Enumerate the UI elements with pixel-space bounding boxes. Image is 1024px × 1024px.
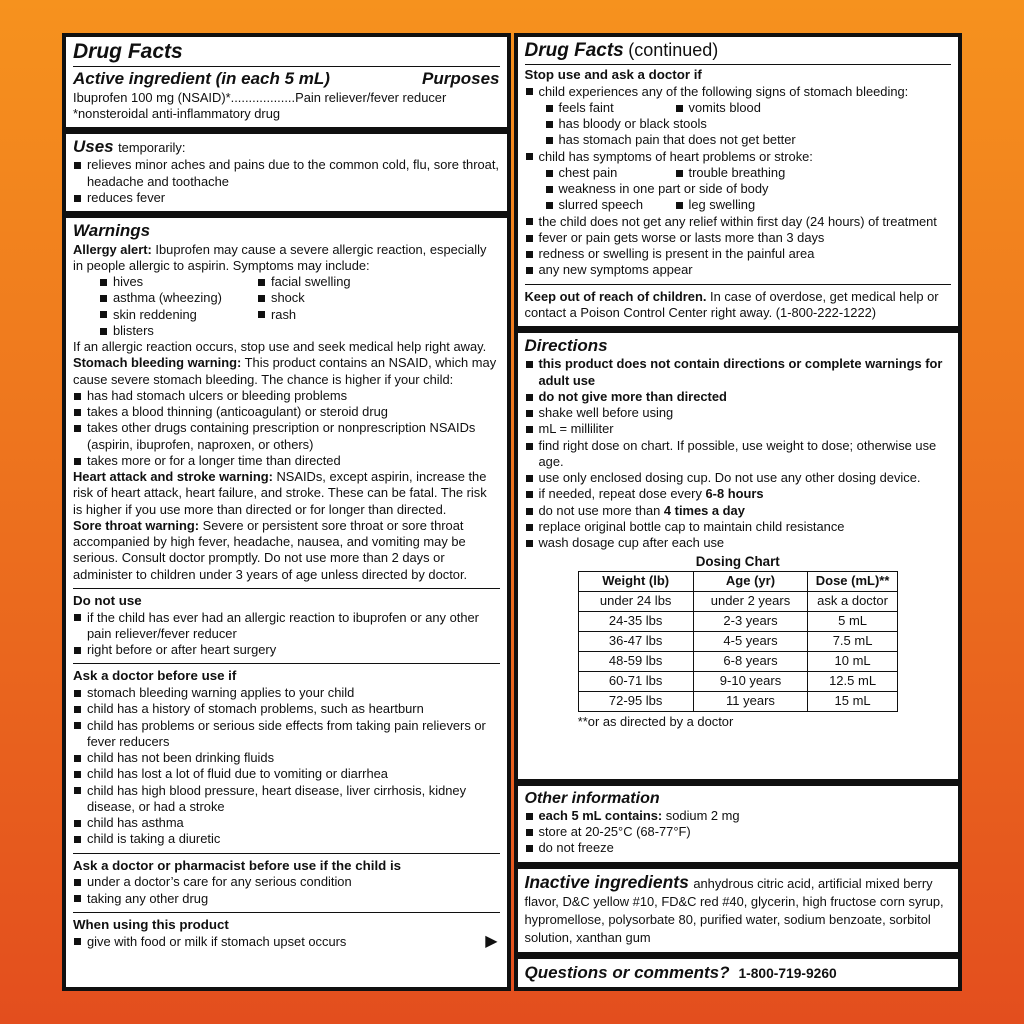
keep-out-of-reach-text: Keep out of reach of children. In case of overdose, get medical help or contact a Poison Control Center right away. (1-800-222-1222): [524, 288, 939, 320]
sign-item: has stomach pain that does not get better: [545, 132, 952, 148]
stomach-bullet: takes more or for a longer time than directed: [73, 453, 500, 469]
ask-doctor-bullet: child has asthma: [73, 815, 500, 831]
purposes-heading: Purposes: [422, 69, 500, 89]
when-using-row: [73, 934, 500, 950]
dosing-cell: 11 years: [693, 691, 808, 711]
panel-directions: [514, 329, 963, 783]
directions-bullet: mL = milliliter: [525, 421, 952, 437]
active-ingredient-header-row: [73, 69, 500, 89]
dosing-cell: 15 mL: [808, 691, 897, 711]
panel-uses: [62, 130, 511, 215]
ask-doctor-bullet: child has a history of stomach problems, such as heartburn: [73, 701, 500, 717]
continued-label: (continued): [628, 40, 719, 60]
stomach-bullet: has had stomach ulcers or bleeding problems: [73, 388, 500, 404]
ask-pharmacist-bullet: taking any other drug: [73, 891, 500, 907]
sign-item: has bloody or black stools: [545, 116, 952, 132]
continued-title-line: [525, 40, 952, 62]
dosing-cell: 7.5 mL: [808, 632, 897, 652]
divider: [73, 588, 500, 589]
stop-use-bullet: child has symptoms of heart problems or stroke:: [525, 149, 952, 165]
active-ingredient-heading: Active ingredient (in each 5 mL): [73, 69, 330, 89]
right-column: [514, 33, 963, 991]
dosing-cell: 2-3 years: [693, 612, 808, 632]
panel-active-ingredient: [62, 33, 511, 131]
uses-bullet: reduces fever: [73, 190, 500, 206]
dosing-cell: 6-8 years: [693, 652, 808, 672]
do-not-use-bullet: if the child has ever had an allergic reaction to ibuprofen or any other pain reliever/fever reducer: [73, 610, 500, 643]
divider: [525, 284, 952, 285]
ask-doctor-bullet: child has problems or serious side effects from taking pain relievers or fever reducers: [73, 718, 500, 751]
dosing-row: [578, 652, 897, 672]
other-info-bullet: each 5 mL contains: sodium 2 mg: [525, 808, 952, 824]
dosing-header-dose: Dose (mL)**: [808, 572, 897, 592]
stomach-bleeding-signs-grid: [545, 100, 952, 149]
ask-doctor-bullet: child has not been drinking fluids: [73, 750, 500, 766]
symptom-item: shock: [257, 290, 500, 306]
ask-pharmacist-heading: Ask a doctor or pharmacist before use if the child is: [73, 857, 402, 873]
dosing-header-weight: Weight (lb): [578, 572, 693, 592]
nsaid-footnote: *nonsteroidal anti-inflammatory drug: [73, 105, 281, 121]
directions-bullet: shake well before using: [525, 405, 952, 421]
directions-bullet: this product does not contain directions or complete warnings for adult use: [525, 356, 952, 389]
ingredient-line: Ibuprofen 100 mg (NSAID)*..................Pain reliever/fever reducer: [73, 89, 447, 105]
when-using-bullet: give with food or milk if stomach upset occurs: [73, 934, 479, 950]
uses-heading-line: [73, 137, 500, 157]
symptom-item: asthma (wheezing): [99, 290, 257, 306]
dosing-chart-title: Dosing Chart: [695, 554, 780, 570]
panel-other-information: [514, 782, 963, 866]
ask-doctor-bullet: child has lost a lot of fluid due to vomiting or diarrhea: [73, 766, 500, 782]
directions-bullet: replace original bottle cap to maintain child resistance: [525, 519, 952, 535]
directions-bullet: use only enclosed dosing cup. Do not use any other dosing device.: [525, 470, 952, 486]
sign-item: vomits blood: [675, 100, 952, 116]
questions-row: [525, 963, 952, 983]
other-info-bullet: do not freeze: [525, 840, 952, 856]
panel-inactive-ingredients: [514, 865, 963, 956]
dosing-cell: 10 mL: [808, 652, 897, 672]
dosing-cell: 72-95 lbs: [578, 691, 693, 711]
sign-item: feels faint: [545, 100, 675, 116]
heart-stroke-signs-grid: [545, 165, 952, 214]
other-information-title: Other information: [524, 789, 660, 807]
stop-use-bullet: the child does not get any relief within first day (24 hours) of treatment: [525, 214, 952, 230]
sign-item: weakness in one part or side of body: [545, 181, 952, 197]
symptom-item: facial swelling: [257, 274, 500, 290]
ask-doctor-bullet: child is taking a diuretic: [73, 831, 500, 847]
other-info-bullet: store at 20-25°C (68-77°F): [525, 824, 952, 840]
dosing-row: [578, 691, 897, 711]
panel-questions: [514, 955, 963, 991]
directions-bullet: find right dose on chart. If possible, use weight to dose; otherwise use age.: [525, 438, 952, 471]
when-using-heading: When using this product: [73, 916, 229, 932]
dosing-chart-footnote: **or as directed by a doctor: [577, 713, 734, 729]
sign-item: chest pain: [545, 165, 675, 181]
allergy-followup-text: If an allergic reaction occurs, stop use and seek medical help right away.: [73, 339, 487, 355]
stop-use-bullet: fever or pain gets worse or lasts more than 3 days: [525, 230, 952, 246]
do-not-use-heading: Do not use: [73, 592, 142, 608]
inactive-ingredients-text: anhydrous citric acid, artificial mixed berry flavor, D&C yellow #10, FD&C red #40, glycerin, high fructose corn syrup, hypromellose, polysorbate 80, purified water, sodium benzoate, sorbitol solution, xanthan gum: [524, 875, 944, 945]
dosing-cell: 36-47 lbs: [578, 632, 693, 652]
dosing-row: [578, 592, 897, 612]
dosing-row: [578, 612, 897, 632]
drug-facts-title: Drug Facts: [73, 40, 183, 63]
directions-bullet: if needed, repeat dose every 6-8 hours: [525, 486, 952, 502]
divider: [525, 64, 952, 65]
allergy-alert-text: Allergy alert: Ibuprofen may cause a severe allergic reaction, especially in people allergic to aspirin. Symptoms may include:: [73, 241, 487, 273]
dosing-row: [578, 632, 897, 652]
warnings-title: Warnings: [73, 221, 151, 241]
divider: [73, 912, 500, 913]
continued-arrow-icon: ▶: [485, 932, 498, 950]
uses-subtitle: temporarily:: [118, 140, 186, 156]
dosing-cell: under 2 years: [693, 592, 808, 612]
stop-use-bullet: child experiences any of the following signs of stomach bleeding:: [525, 84, 952, 100]
dosing-chart: [578, 554, 898, 728]
divider: [73, 663, 500, 664]
ask-doctor-bullet: child has high blood pressure, heart disease, liver cirrhosis, kidney disease, or had a stroke: [73, 783, 500, 816]
dosing-header-age: Age (yr): [693, 572, 808, 592]
divider: [73, 853, 500, 854]
symptom-item: hives: [99, 274, 257, 290]
sore-throat-warning-text: Sore throat warning: Severe or persistent sore throat or sore throat accompanied by high fever, headache, nausea, and vomiting may be serious. Consult doctor promptly. Do not use more than 2 days or administer to children under 3 years of age unless directed by doctor.: [73, 517, 468, 582]
symptom-item: skin reddening: [99, 307, 257, 323]
uses-title: Uses: [73, 137, 114, 157]
dosing-table: [578, 571, 898, 711]
allergy-symptoms-grid: [99, 274, 500, 339]
do-not-use-bullet: right before or after heart surgery: [73, 642, 500, 658]
symptom-item: rash: [257, 307, 500, 323]
dosing-cell: 24-35 lbs: [578, 612, 693, 632]
ask-pharmacist-bullet: under a doctor’s care for any serious condition: [73, 874, 500, 890]
stop-use-bullet: redness or swelling is present in the painful area: [525, 246, 952, 262]
sign-item: trouble breathing: [675, 165, 952, 181]
dosing-cell: 48-59 lbs: [578, 652, 693, 672]
stomach-bullet: takes other drugs containing prescription or nonprescription NSAIDs (aspirin, ibuprofen, naproxen, or others): [73, 420, 500, 453]
drug-facts-label: [62, 33, 962, 991]
dosing-row: [578, 671, 897, 691]
dosing-cell: 9-10 years: [693, 671, 808, 691]
directions-bullet: wash dosage cup after each use: [525, 535, 952, 551]
questions-phone: 1-800-719-9260: [738, 965, 837, 981]
symptom-item: blisters: [99, 323, 257, 339]
dosing-cell: 12.5 mL: [808, 671, 897, 691]
dosing-cell: ask a doctor: [808, 592, 897, 612]
dosing-cell: 4-5 years: [693, 632, 808, 652]
dosing-cell: under 24 lbs: [578, 592, 693, 612]
uses-bullet: relieves minor aches and pains due to the common cold, flu, sore throat, headache and toothache: [73, 157, 500, 190]
stop-use-bullet: any new symptoms appear: [525, 262, 952, 278]
directions-title: Directions: [524, 336, 608, 356]
left-column: [62, 33, 511, 991]
dosing-cell: 5 mL: [808, 612, 897, 632]
drug-facts-continued-title: Drug Facts: [524, 40, 624, 61]
panel-drug-facts-continued: [514, 33, 963, 330]
directions-bullet: do not use more than 4 times a day: [525, 503, 952, 519]
dosing-cell: 60-71 lbs: [578, 671, 693, 691]
sign-item: leg swelling: [675, 197, 952, 213]
ask-doctor-bullet: stomach bleeding warning applies to your child: [73, 685, 500, 701]
stomach-bleeding-warning-text: Stomach bleeding warning: This product contains an NSAID, which may cause severe stomach bleeding. The chance is higher if your child:: [73, 355, 497, 387]
sign-item: slurred speech: [545, 197, 675, 213]
questions-title: Questions or comments?: [524, 962, 730, 982]
inactive-ingredients-title: Inactive ingredients: [524, 871, 689, 892]
heart-attack-warning-text: Heart attack and stroke warning: NSAIDs, except aspirin, increase the risk of heart attack, heart failure, and stroke. These can be fatal. The risk is higher if you use more than directed or for longer than directed.: [73, 469, 487, 517]
directions-bullet: do not give more than directed: [525, 389, 952, 405]
ask-doctor-heading: Ask a doctor before use if: [73, 668, 237, 684]
divider: [73, 66, 500, 67]
inactive-ingredients-block: [525, 872, 952, 947]
panel-warnings: [62, 214, 511, 991]
stomach-bullet: takes a blood thinning (anticoagulant) or steroid drug: [73, 404, 500, 420]
dosing-header-row: [578, 572, 897, 592]
stop-use-heading: Stop use and ask a doctor if: [524, 66, 702, 82]
